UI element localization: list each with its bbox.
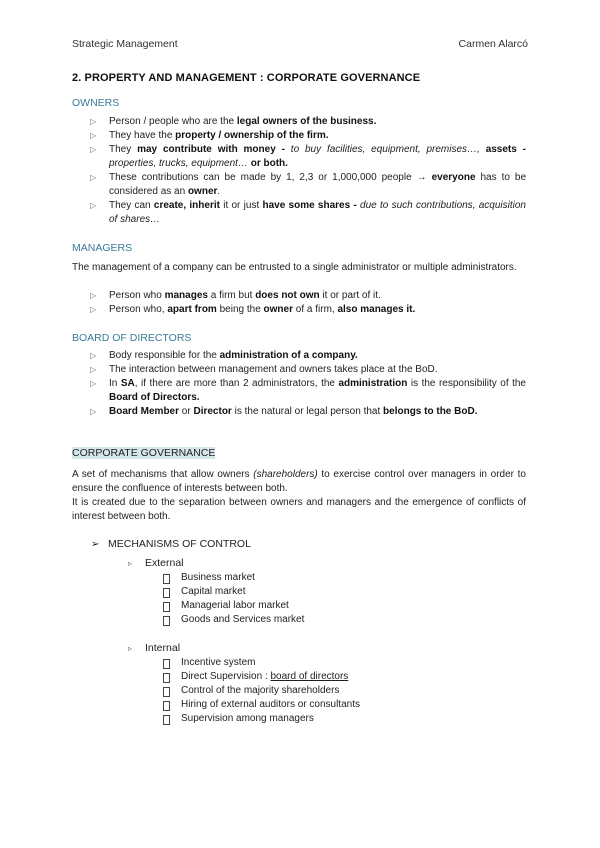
list-item: ▷ In SA, if there are more than 2 administrators, the administration is the responsibility of the Board of Directors. [90, 378, 526, 403]
triangle-bullet-icon: ▷ [90, 365, 97, 374]
list-item: ▷ Body responsible for the administration of a company. [90, 350, 358, 361]
checkbox-bullet-icon [163, 588, 170, 598]
list-item: ▷ Person / people who are the legal owners of the business. [90, 116, 377, 127]
triangle-bullet-icon: ▹ [128, 644, 133, 653]
section-title: 2. PROPERTY AND MANAGEMENT : CORPORATE GOVERNANCE [72, 72, 421, 84]
header-author: Carmen Alarcó [458, 38, 528, 50]
owners-list [90, 115, 526, 227]
list-item: Managerial labor market [163, 599, 304, 613]
list-item: Supervision among managers [163, 712, 360, 726]
triangle-bullet-icon: ▷ [90, 305, 97, 314]
list-item: Capital market [163, 585, 304, 599]
list-item: Control of the majority shareholders [163, 684, 360, 698]
triangle-bullet-icon: ▷ [90, 407, 97, 416]
list-item: Goods and Services market [163, 613, 304, 627]
list-item: ▷ Person who, apart from being the owner of a firm, also manages it. [90, 304, 416, 315]
list-item: ▷ Board Member or Director is the natural or legal person that belongs to the BoD. [90, 406, 478, 417]
list-item: Hiring of external auditors or consultants [163, 698, 360, 712]
mechanisms-of-control: ➢ MECHANISMS OF CONTROL [91, 538, 251, 550]
checkbox-bullet-icon [163, 659, 170, 669]
list-item: ▷ Person who manages a firm but does not own it or part of it. [90, 290, 381, 301]
checkbox-bullet-icon [163, 715, 170, 725]
list-item: Business market [163, 571, 304, 585]
internal-group-label: ▹ Internal [128, 642, 181, 654]
triangle-bullet-icon: ▷ [90, 351, 97, 360]
external-group-label: ▹ External [128, 557, 184, 569]
list-item: Direct Supervision : board of directors [163, 670, 360, 684]
checkbox-bullet-icon [163, 616, 170, 626]
list-item: ▷ These contributions can be made by 1, 2,3 or 1,000,000 people → everyone has to be considered as an owner. [90, 172, 527, 197]
triangle-bullet-icon: ▷ [90, 201, 97, 210]
owners-heading: OWNERS [72, 97, 120, 109]
corporate-governance-heading: CORPORATE GOVERNANCE [72, 447, 216, 459]
checkbox-bullet-icon [163, 687, 170, 697]
header-course-name: Strategic Management [72, 38, 178, 50]
triangle-bullet-icon: ▷ [90, 173, 97, 182]
triangle-bullet-icon: ▷ [90, 291, 97, 300]
corporate-governance-definition: A set of mechanisms that allow owners (shareholders) to exercise control over managers in order to ensure the confluence of interests between both. [72, 469, 526, 494]
checkbox-bullet-icon [163, 701, 170, 711]
external-mechanisms-list [163, 571, 304, 627]
list-item: Incentive system [163, 656, 360, 670]
arrow-bullet-icon: ➢ [91, 539, 100, 550]
list-item: ▷ They may contribute with money - to buy facilities, equipment, premises…, assets - properties, trucks, equipment… or both. [90, 144, 527, 169]
corporate-governance-origin: It is created due to the separation between owners and managers and the emergence of conflicts of interest between both. [72, 497, 526, 522]
checkbox-bullet-icon [163, 574, 170, 584]
triangle-bullet-icon: ▷ [90, 131, 97, 140]
list-item: ▷ They can create, inherit it or just have some shares - due to such contributions, acquisition of shares… [90, 200, 526, 225]
checkbox-bullet-icon [163, 602, 170, 612]
triangle-bullet-icon: ▷ [90, 117, 97, 126]
internal-mechanisms-list [163, 656, 360, 726]
triangle-bullet-icon: ▷ [90, 145, 97, 154]
managers-heading: MANAGERS [72, 242, 133, 254]
triangle-bullet-icon: ▷ [90, 379, 97, 388]
checkbox-bullet-icon [163, 673, 170, 683]
board-list [90, 349, 526, 419]
board-heading: BOARD OF DIRECTORS [72, 332, 192, 344]
managers-list [90, 289, 526, 317]
triangle-bullet-icon: ▹ [128, 559, 133, 568]
list-item: ▷ The interaction between management and owners takes place at the BoD. [90, 364, 438, 375]
list-item: ▷ They have the property / ownership of the firm. [90, 130, 329, 141]
managers-intro: The management of a company can be entrusted to a single administrator or multiple administrators. [72, 262, 517, 273]
